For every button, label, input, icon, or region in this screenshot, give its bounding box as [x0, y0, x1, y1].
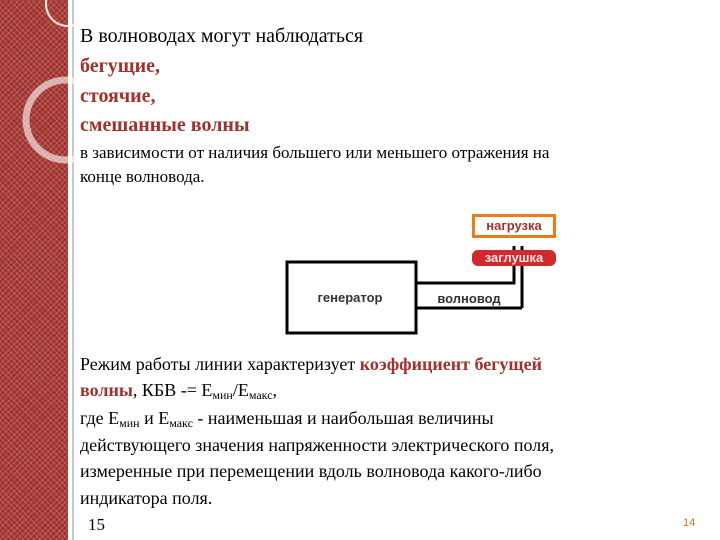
- wave-type-mixed: смешанные волны: [80, 114, 250, 136]
- term-highlight: коэффициент бегущей: [359, 354, 542, 374]
- paragraph-text: - наименьшая и наибольшая величины: [192, 408, 494, 428]
- term-highlight-cont: волны: [80, 380, 133, 400]
- dependence-line-2: конце волновода.: [80, 167, 205, 186]
- paragraph-line-5: измеренные при перемещении вдоль волновода какого-либо: [80, 461, 542, 481]
- dependence-line-1: в зависимости от наличия большего или меньшего отражения на: [80, 143, 550, 162]
- subscript-min: мин: [119, 416, 140, 430]
- paragraph-text: и Е: [139, 408, 170, 428]
- load-label: нагрузка: [472, 214, 556, 238]
- paragraph-text: где Е: [80, 408, 120, 428]
- wave-type-standing: стоячие,: [80, 85, 156, 107]
- formula-slash: /Е: [232, 380, 249, 400]
- paragraph-line-6: индикатора поля.: [80, 488, 213, 508]
- subscript-min: мин: [212, 388, 233, 402]
- corner-page-number: 14: [683, 517, 696, 529]
- subscript-max: макс: [248, 388, 273, 402]
- generator-label: генератор: [317, 290, 383, 305]
- intro-line: В волноводах могут наблюдаться: [80, 25, 364, 47]
- paragraph-text: Режим работы линии характеризует: [80, 354, 360, 374]
- subscript-max: макс: [169, 416, 193, 430]
- waveguide-label: волновод: [437, 291, 501, 306]
- paragraph-line-1: [80, 352, 542, 376]
- plug-label: заглушка: [472, 250, 556, 266]
- slide-number: 15: [88, 515, 105, 534]
- formula-part: , КБВ -= Е: [132, 380, 213, 400]
- paragraph-line-3: [80, 406, 494, 435]
- formula-end: ,: [272, 380, 278, 400]
- paragraph-line-2: [80, 378, 277, 407]
- paragraph-line-4: действующего значения напряженности электрического поля,: [80, 435, 555, 455]
- wave-type-traveling: бегущие,: [80, 55, 160, 77]
